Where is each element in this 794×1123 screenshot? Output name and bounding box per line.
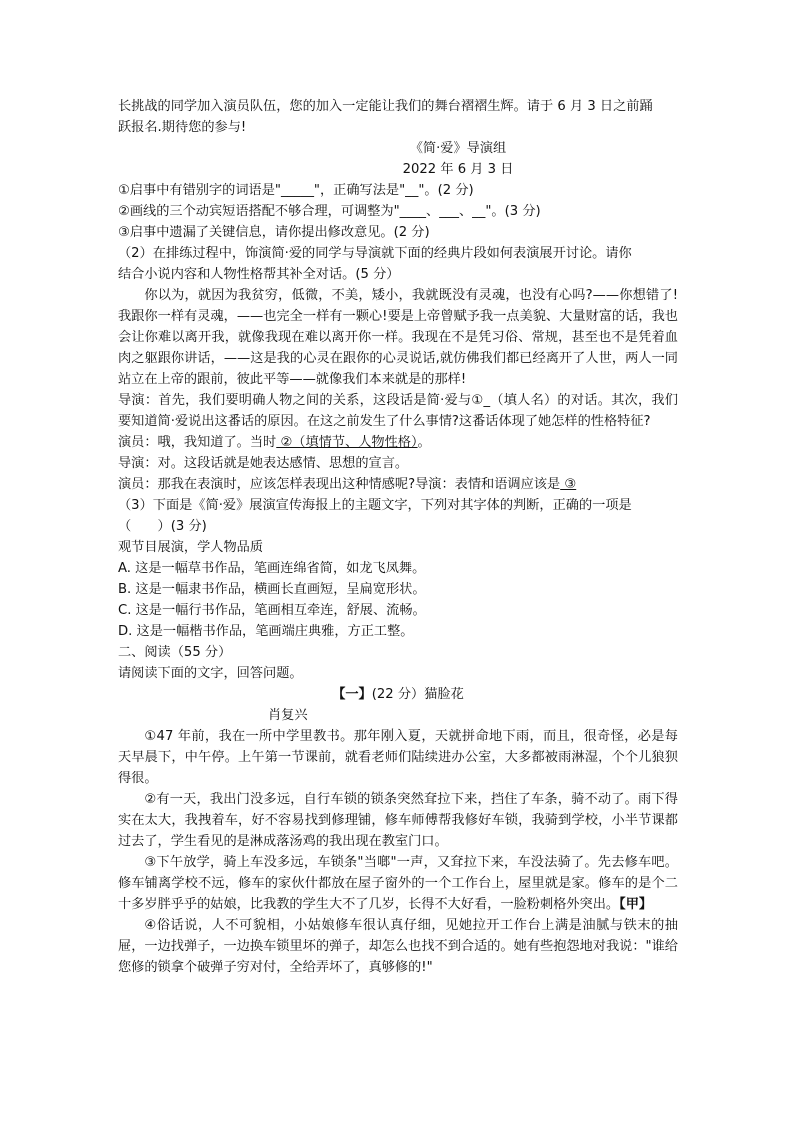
dialogue-actor (118, 432, 678, 453)
quoted-passage: 你以为，就因为我贫穷，低微，不美，矮小，我就既没有灵魂，也没有心吗?——你想错了!我跟你一样有灵魂，——也完全一样有一颗心!要是上帝曾赋予我一点美貌、大量财富的话，我也会让你难以离开我，就像我现在难以离开你一样。我现在不是凭习俗、常规，甚至也不是凭着血肉之躯跟你讲话，——这是我的心灵在跟你的心灵说话,就仿佛我们都已经离开了人世，两人一同站立在上帝的跟前，彼此平等——就像我们本来就是的那样! (118, 288, 678, 387)
dialogue-text: 演员：哦，我知道了。当时 (118, 435, 277, 450)
dialogue-text: 演员：那我在表演时，应该怎样表现出这种情感呢?导演：表情和语调应该是 (118, 477, 561, 492)
instruction-text: 请阅读下面的文字，回答问题。 (118, 666, 303, 681)
signature-date: 2022 年 6 月 3 日 (402, 162, 514, 177)
question-item: ②画线的三个动宾短语搭配不够合理，可调整为"____、___、__"。(3 分) (118, 204, 541, 219)
question-item: （ ）(3 分) (118, 519, 207, 534)
question-item: ①启事中有错别字的词语是"_____"，正确写法是"__"。(2 分) (118, 183, 474, 198)
option-b: B. 这是一幅隶书作品，横画长直画短，呈扁宽形状。 (118, 582, 426, 597)
article-title (118, 684, 678, 705)
text-line: 跃报名.期待您的参与! (118, 120, 247, 135)
reading-paragraph: ②有一天，我出门没多远，自行车锁的锁条突然耷拉下来，挡住了车条，骑不动了。雨下得实在太大，我拽着车，好不容易找到修理铺，修车师傅帮我修好车锁，我骑到学校，小半节课都过去了，学生看见的是淋成落汤鸡的我出现在教室门口。 (118, 792, 678, 849)
dialogue-text: 。 (417, 435, 431, 450)
text-line: 长挑战的同学加入演员队伍，您的加入一定能让我们的舞台褶褶生辉。请于 6 月 3 日之前踊 (118, 99, 653, 114)
blank-answer: ②（填情节、人物性格） (276, 435, 418, 450)
paragraph-text: ③下午放学，骑上车没多远，车锁条"当啷"一声，又耷拉下来，车没法骑了。先去修车吧。修车铺离学校不远，修车的家伙什都放在屋子窗外的一个工作台上，屋里就是家。修车的是个二十多岁胖乎乎的姑娘，比我教的学生大不了几岁，长得不大好看，一脸粉刺格外突出。 (118, 855, 678, 912)
reading-paragraph (118, 852, 678, 915)
question-item: （2）在排练过程中，饰演简·爱的同学与导演就下面的经典片段如何表演展开讨论。请你 (118, 246, 632, 261)
paragraph-mark: 【甲】 (619, 897, 653, 912)
option-a: A. 这是一幅草书作品，笔画连绵省简，如龙飞凤舞。 (118, 561, 426, 576)
reading-paragraph: ④俗话说，人不可貌相，小姑娘修车很认真仔细，见她拉开工作台上满是油腻与铁末的抽屉，一边找弹子，一边换车锁里坏的弹子，却怎么也找不到合适的。她有些抱怨地对我说："谁给您修的锁拿个破弹子穷对付，全给弄坏了，真够修的!" (118, 918, 678, 975)
dialogue-actor (118, 474, 678, 495)
dialogue-director: 导演：对。这段话就是她表达感情、思想的宣言。 (118, 456, 409, 471)
section-heading: 二、阅读（55 分） (118, 645, 232, 660)
option-d: D. 这是一幅楷书作品，笔画端庄典雅，方正工整。 (118, 624, 414, 639)
blank-answer: ③ (560, 477, 577, 492)
option-c: C. 这是一幅行书作品，笔画相互牵连，舒展、流畅。 (118, 603, 426, 618)
reading-paragraph: ①47 年前，我在一所中学里教书。那年刚入夏，天就拼命地下雨，而且，很奇怪，必是每天早晨下，中午停。上午第一节课前，就看老师们陆续进办公室，大多都被雨淋湿，个个儿狼狈得很。 (118, 729, 678, 786)
signature-group: 《简·爱》导演组 (409, 141, 507, 156)
document-page (118, 96, 678, 978)
question-item: （3）下面是《简·爱》展演宣传海报上的主题文字，下列对其字体的判断，正确的一项是 (118, 498, 632, 513)
question-item: ③启事中遗漏了关键信息，请你提出修改意见。(2 分) (118, 225, 430, 240)
article-title-text: (22 分）猫脸花 (371, 687, 464, 702)
article-author: 肖复兴 (268, 708, 308, 723)
question-item: 结合小说内容和人物性格帮其补全对话。(5 分） (118, 267, 400, 282)
article-title-mark: 【一】 (332, 687, 372, 702)
dialogue-director: 导演：首先，我们要明确人物之间的关系，这段话是简·爱与①_（填人名）的对话。其次，我们要知道简·爱说出这番话的原因。在这之前发生了什么事情?这番话体现了她怎样的性格特征? (118, 393, 678, 429)
poster-text: 观节目展演，学人物品质 (118, 540, 264, 555)
